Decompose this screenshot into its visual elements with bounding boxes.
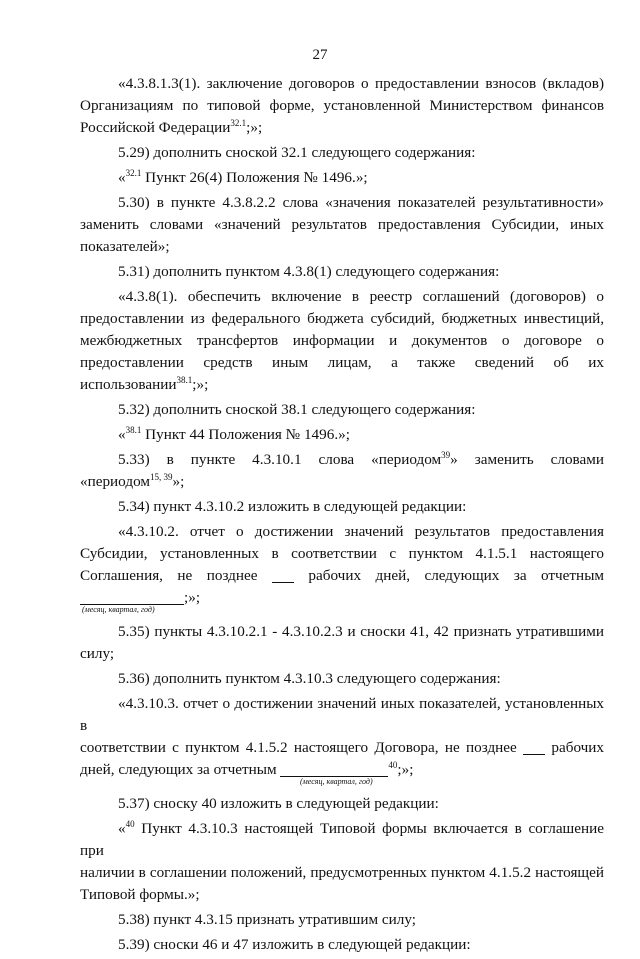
text-fragment: Пункт 26(4) Положения № 1496.»; xyxy=(141,169,368,186)
text-line: «4.3.8(1). обеспечить включение в реестр соглашений (договоров) о xyxy=(118,288,604,305)
footnote-40 xyxy=(80,818,604,906)
page-number: 27 xyxy=(312,47,328,63)
field-caption: (месяц, квартал, год) xyxy=(300,777,373,786)
paragraph-5-37: 5.37) сноску 40 изложить в следующей редакции: xyxy=(118,795,439,812)
paragraph-4-3-8-1 xyxy=(80,286,604,396)
text-fragment: ;»; xyxy=(192,376,209,393)
paragraph-4-3-10-3 xyxy=(80,693,604,787)
paragraph-5-32: 5.32) дополнить сноской 38.1 следующего содержания: xyxy=(118,401,476,418)
footnote-ref: 32.1 xyxy=(230,118,247,128)
text-line: Организациям по типовой форме, установленной Министерством финансов xyxy=(80,97,604,114)
paragraph-4-3-10-2 xyxy=(80,521,604,615)
text-line xyxy=(80,449,604,471)
text-line: наличии в соглашении положений, предусмотренных пунктом 4.1.5.2 настоящей xyxy=(80,864,604,881)
text-line: «4.3.8.1.3(1). заключение договоров о предоставлении взносов (вкладов) xyxy=(118,75,604,92)
text-line: Типовой формы.»; xyxy=(80,886,200,903)
text-fragment: » заменить словами xyxy=(450,451,604,468)
text-fragment: 5.33) в пункте 4.3.10.1 слова «периодом xyxy=(118,451,442,468)
text-line: «4.3.10.2. отчет о достижении значений результатов предоставления xyxy=(118,523,604,540)
text-fragment: Соглашения, не позднее xyxy=(80,567,258,584)
text-line xyxy=(80,818,604,862)
text-fragment: «периодом xyxy=(80,473,150,490)
footnote-ref: 40 xyxy=(125,819,135,829)
text-fragment: »; xyxy=(172,473,185,490)
footnote-ref: 32.1 xyxy=(125,168,142,178)
document-body xyxy=(80,73,604,959)
text-line: межбюджетных трансфертов информации и документов о договоре о xyxy=(80,332,604,349)
text-fragment: дней, следующих за отчетным xyxy=(80,761,277,778)
paragraph-5-33 xyxy=(80,449,604,493)
text-fragment: Пункт 44 Положения № 1496.»; xyxy=(141,426,350,443)
text-line: предоставлении средств иным лицам, а также сведений об их xyxy=(80,354,604,371)
text-line xyxy=(80,471,604,493)
text-fragment: ;»; xyxy=(246,119,263,136)
footnote-38-1 xyxy=(80,424,604,446)
paragraph-4-3-8-1-3 xyxy=(80,73,604,139)
footnote-ref: 38.1 xyxy=(125,425,142,435)
text-line xyxy=(80,737,604,759)
text-fragment: рабочих дней, следующих за отчетным xyxy=(308,567,605,584)
text-fragment: « xyxy=(118,820,126,837)
text-fragment: рабочих xyxy=(551,739,605,756)
paragraph-5-38: 5.38) пункт 4.3.15 признать утратившим силу; xyxy=(118,911,416,928)
text-fragment: Российской Федерации xyxy=(80,119,231,136)
blank-field xyxy=(272,567,294,583)
blank-field xyxy=(280,761,388,777)
text-line: 5.30) в пункте 4.3.8.2.2 слова «значения показателей результативности» xyxy=(118,194,604,211)
paragraph-5-34: 5.34) пункт 4.3.10.2 изложить в следующей редакции: xyxy=(118,498,467,515)
text-line: «4.3.10.3. отчет о достижении значений иных показателей, установленных в xyxy=(80,695,604,734)
footnote-ref: 39 xyxy=(441,450,451,460)
blank-field xyxy=(523,739,545,755)
paragraph-5-35 xyxy=(80,621,604,665)
footnote-ref: 15, 39 xyxy=(149,472,173,482)
paragraph-5-36: 5.36) дополнить пунктом 4.3.10.3 следующего содержания: xyxy=(118,670,501,687)
text-line xyxy=(80,117,604,139)
text-line: показателей»; xyxy=(80,238,170,255)
text-line: 5.35) пункты 4.3.10.2.1 - 4.3.10.2.3 и сноски 41, 42 признать утратившими xyxy=(118,623,604,640)
text-fragment: ;»; xyxy=(397,761,414,778)
text-fragment: ;»; xyxy=(184,589,201,606)
blank-field xyxy=(80,589,184,605)
text-fragment: использовании xyxy=(80,376,177,393)
field-caption: (месяц, квартал, год) xyxy=(82,605,155,614)
paragraph-5-39: 5.39) сноски 46 и 47 изложить в следующей редакции: xyxy=(118,936,471,953)
text-line: Субсидии, установленных в соответствии с пунктом 4.1.5.1 настоящего xyxy=(80,545,604,562)
text-line: силу; xyxy=(80,645,115,662)
text-fragment: « xyxy=(118,169,126,186)
paragraph-5-29: 5.29) дополнить сноской 32.1 следующего содержания: xyxy=(118,144,476,161)
text-line: заменить словами «значений результатов предоставления Субсидии, иных xyxy=(80,216,604,233)
paragraph-5-30 xyxy=(80,192,604,258)
text-line xyxy=(80,374,604,396)
paragraph-5-31: 5.31) дополнить пунктом 4.3.8(1) следующего содержания: xyxy=(118,263,500,280)
footnote-ref: 40 xyxy=(388,760,398,770)
text-fragment: соответствии с пунктом 4.1.5.2 настоящего Договора, не позднее xyxy=(80,739,517,756)
footnote-32-1 xyxy=(80,167,604,189)
footnote-ref: 38.1 xyxy=(176,375,193,385)
text-fragment: Пункт 4.3.10.3 настоящей Типовой формы включается в соглашение при xyxy=(80,820,604,859)
text-fragment: « xyxy=(118,426,126,443)
text-line xyxy=(80,565,604,587)
text-line: предоставлении из федерального бюджета субсидий, бюджетных инвестиций, xyxy=(80,310,604,327)
